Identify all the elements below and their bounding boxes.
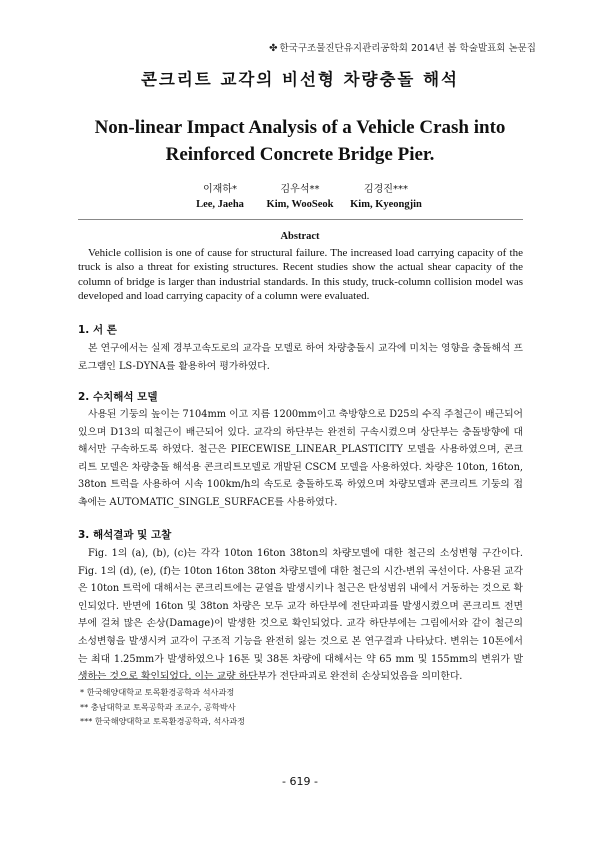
header-text: 한국구조물진단유지관리공학회 2014년 봄 학술발표회 논문집 bbox=[279, 43, 536, 54]
abstract-heading: Abstract bbox=[280, 231, 320, 242]
section-3-text: Fig. 1의 (a), (b), (c)는 각각 10ton 16ton 38ton의 차량모델에 대한 철근의 소성변형 구간이다. Fig. 1의 (d), (e), (f)는 10ton 16ton 38ton 차량모델에 대한 철근의 시간-변위 곡선이다. 사용된 교각은 10ton 트럭에 대해서는 콘크리트에는 균열을 발생시키나 철근은 탄성범위 내에서 거동하는 것으로 확인되었다. 반면에 16ton 및 38ton 차량은 모두 교각 하단부에 전단파괴를 발생시켰으며 콘크리트 전면부에 걸쳐 많은 손상(Damage)이 발생한 것으로 확인되었다. 교각 하단부에는 그림에서와 같이 철근의 소성변형을 발생시켜 교각이 구조적 기능을 완전히 잃는 것으로 본 연구결과 나타났다. 변위는 10톤에서는 최대 1.25mm가 발생하였으나 16톤 및 38톤 차량에 대해서는 약 65 mm 및 155mm의 변위가 발생하는 것으로 확인되었다. 이는 교량 하단부가 전단파괴로 완전히 손상되었음을 의미한다. bbox=[78, 548, 523, 683]
author-1-english-name: Lee, Jaeha bbox=[196, 199, 244, 210]
author-3-korean-name: 김경진*** bbox=[364, 184, 408, 195]
footnote-3: *** 한국해양대학교 토목환경공학과, 석사과정 bbox=[80, 716, 246, 726]
section-2-heading: 2. 수치해석 모델 bbox=[78, 391, 158, 403]
section-1-heading: 1. 서 론 bbox=[78, 324, 117, 336]
footnotes bbox=[80, 685, 245, 729]
author-1-korean-name: 이재하* bbox=[203, 184, 237, 195]
author-2-english-name: Kim, WooSeok bbox=[266, 199, 334, 210]
proceedings-header bbox=[269, 40, 536, 54]
title-english-line-1: Non-linear Impact Analysis of a Vehicle Crash into bbox=[94, 117, 506, 138]
section-3-heading: 3. 해석결과 및 고찰 bbox=[78, 529, 172, 541]
header-mark-icon: ✤ bbox=[269, 43, 278, 54]
page-number: - 619 - bbox=[282, 775, 318, 788]
abstract-divider bbox=[78, 219, 523, 220]
title-english bbox=[0, 114, 600, 168]
author-3-english-name: Kim, Kyeongjin bbox=[350, 199, 422, 210]
title-english-line-2: Reinforced Concrete Bridge Pier. bbox=[165, 144, 435, 165]
footnote-2: ** 충남대학교 토목공학과 조교수, 공학박사 bbox=[80, 701, 236, 712]
author-3 bbox=[326, 180, 446, 210]
section-1-text: 본 연구에서는 실제 경부고속도로의 교각을 모델로 하여 차량충돌시 교각에 미치는 영향을 충돌해석 프로그램인 LS-DYNA를 활용하여 평가하였다. bbox=[78, 343, 523, 372]
section-2-text: 사용된 기둥의 높이는 7104mm 이고 지름 1200mm이고 축방향으로 D25의 수직 주철근이 배근되어 있으며 D13의 띠철근이 배근되어 있다. 교각의 하단부는 완전히 구속시켰으며 상단부는 충돌방향에 대해서만 구속하도록 하였다. 철근은 PIECEWISE_LINEAR_PLASTICITY 모델을 사용하였으며, 콘크리트 모델은 차량충돌 해석용 콘크리트모델로 개발된 CSCM 모델을 사용하였다. 차량은 10ton, 16ton, 38ton 트럭을 사용하여 시속 100km/h의 속도로 충돌하도록 하였으며 차량모델과 콘크리트 기둥의 접촉에는 AUTOMATIC_SINGLE_SURFACE를 사용하였다. bbox=[78, 409, 523, 508]
footnote-1: * 한국해양대학교 토목환경공학과 석사과정 bbox=[80, 687, 235, 697]
abstract-text: Vehicle collision is one of cause for structural failure. The increased load carrying capacity of the truck is also a threat for existing structures. Recent studies show the actual shear capacity of the column of bridge is larger than industrial standards. In this study, truck-column collision model was developed and load carrying capacity of a column were evaluated. bbox=[78, 247, 523, 302]
footnote-divider bbox=[78, 679, 258, 680]
author-2-korean-name: 김우석** bbox=[280, 184, 320, 195]
title-korean: 콘크리트 교각의 비선형 차량충돌 해석 bbox=[140, 70, 459, 89]
